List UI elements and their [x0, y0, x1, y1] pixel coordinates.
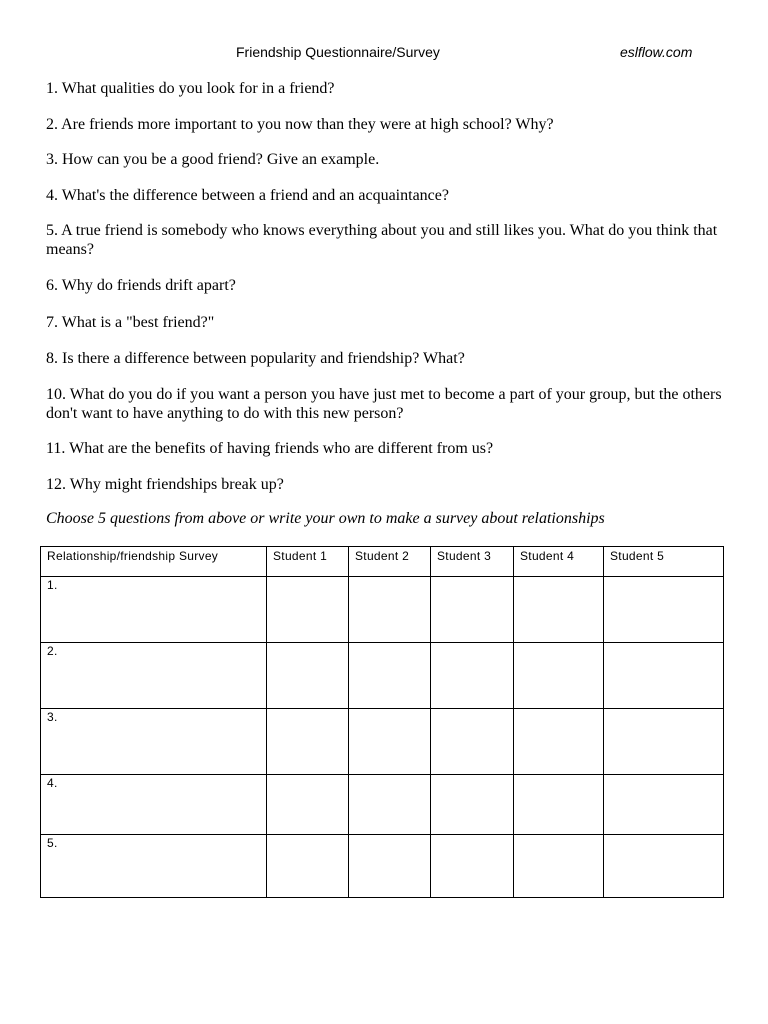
survey-cell[interactable]: [604, 577, 724, 643]
survey-cell[interactable]: [349, 643, 431, 709]
question: 4. What's the difference between a friend and an acquaintance?: [46, 187, 449, 204]
survey-cell[interactable]: [514, 775, 604, 835]
question: 1. What qualities do you look for in a friend?: [46, 80, 335, 97]
survey-cell[interactable]: [604, 709, 724, 775]
question: 10. What do you do if you want a person you have just met to become a part of your group, but the others don't want to have anything to do with this new person?: [46, 386, 722, 422]
survey-row: [41, 709, 724, 775]
survey-cell[interactable]: [431, 775, 514, 835]
survey-header-row: [41, 547, 724, 577]
question: 8. Is there a difference between popularity and friendship? What?: [46, 350, 465, 367]
survey-cell[interactable]: [349, 709, 431, 775]
survey-cell[interactable]: [267, 775, 349, 835]
survey-header-student: Student 5: [604, 547, 724, 577]
question: 11. What are the benefits of having friends who are different from us?: [46, 440, 494, 457]
survey-cell[interactable]: [267, 835, 349, 898]
survey-cell[interactable]: [267, 577, 349, 643]
survey-cell[interactable]: [431, 835, 514, 898]
question: 5. A true friend is somebody who knows everything about you and still likes you. What do you think that means?: [46, 222, 718, 258]
survey-header-student: Student 4: [514, 547, 604, 577]
instruction: Choose 5 questions from above or write your own to make a survey about relationships: [46, 510, 605, 527]
survey-cell[interactable]: [431, 643, 514, 709]
survey-row: [41, 775, 724, 835]
survey-cell[interactable]: [514, 643, 604, 709]
survey-header-question: Relationship/friendship Survey: [41, 547, 267, 577]
question: 3. How can you be a good friend? Give an example.: [46, 151, 380, 168]
survey-cell[interactable]: [604, 643, 724, 709]
survey-cell[interactable]: [431, 709, 514, 775]
question: 6. Why do friends drift apart?: [46, 277, 236, 294]
survey-row-label: 1.: [41, 577, 267, 643]
survey-cell[interactable]: [514, 835, 604, 898]
survey-cell[interactable]: [267, 709, 349, 775]
survey-cell[interactable]: [267, 643, 349, 709]
survey-cell[interactable]: [514, 709, 604, 775]
survey-row: [41, 643, 724, 709]
survey-cell[interactable]: [349, 835, 431, 898]
survey-cell[interactable]: [604, 775, 724, 835]
survey-row-label: 2.: [41, 643, 267, 709]
survey-cell[interactable]: [604, 835, 724, 898]
survey-row: [41, 577, 724, 643]
question: 7. What is a "best friend?": [46, 314, 215, 331]
survey-header-student: Student 1: [267, 547, 349, 577]
survey-row-label: 4.: [41, 775, 267, 835]
survey-row-label: 3.: [41, 709, 267, 775]
question: 12. Why might friendships break up?: [46, 476, 284, 493]
survey-header-student: Student 2: [349, 547, 431, 577]
survey-cell[interactable]: [431, 577, 514, 643]
header-title: Friendship Questionnaire/Survey: [236, 44, 440, 60]
survey-table: [40, 546, 724, 898]
survey-cell[interactable]: [349, 577, 431, 643]
header-site: eslflow.com: [620, 44, 693, 60]
survey-row: [41, 835, 724, 898]
survey-header-student: Student 3: [431, 547, 514, 577]
survey-row-label: 5.: [41, 835, 267, 898]
question: 2. Are friends more important to you now than they were at high school? Why?: [46, 116, 554, 133]
survey-cell[interactable]: [349, 775, 431, 835]
survey-cell[interactable]: [514, 577, 604, 643]
